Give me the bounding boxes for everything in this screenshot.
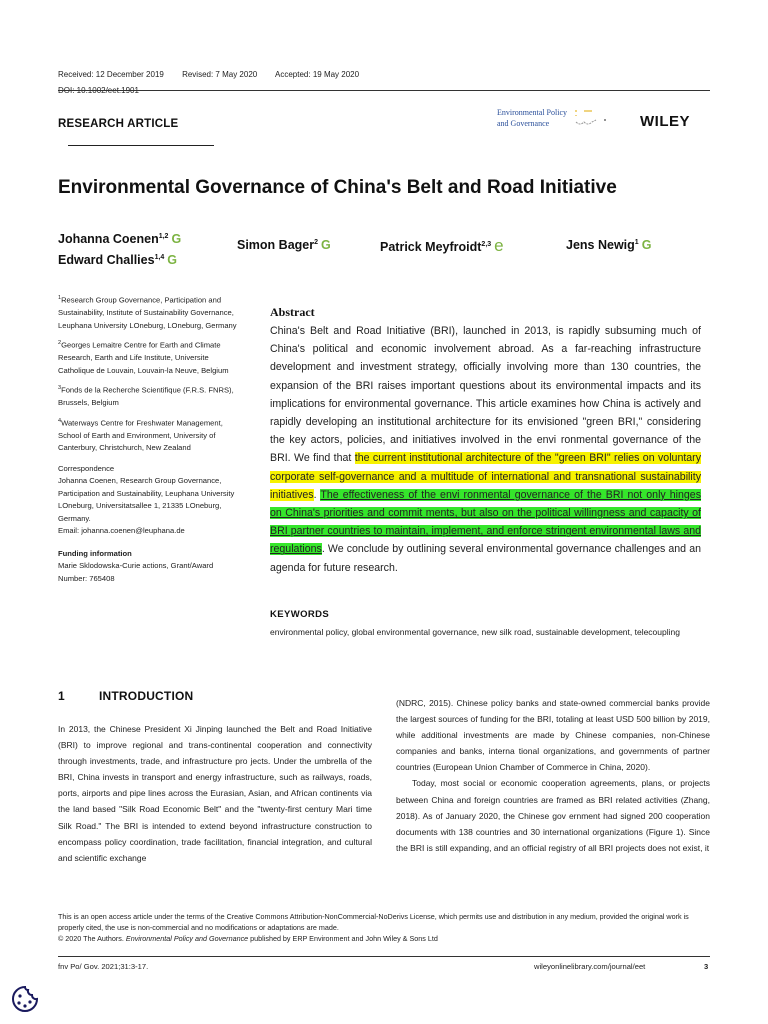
funding xyxy=(58,548,243,586)
accepted-date: Accepted: 19 May 2020 xyxy=(275,70,360,79)
article-type: RESEARCH ARTICLE xyxy=(58,118,179,130)
author-affiliation-sup: 2,3 xyxy=(481,240,492,248)
correspondence-text: Johanna Coenen, Research Group Governance, Participation and Sustainability, Leuphana University LOneburg, Universitatsallee 1, 21335 LOneburg, Germany. xyxy=(58,476,235,523)
footer-rule xyxy=(58,956,710,957)
abstract-heading: Abstract xyxy=(270,305,315,319)
article-dates xyxy=(58,70,375,79)
author-affiliation-sup: 1,4 xyxy=(154,253,165,261)
orcid-icon[interactable]: G xyxy=(167,253,178,267)
affiliation-1: $^1$Research Group Governance, Participation and Sustainability, Institute of Sustainability Governance, Leuphana University LOneburg, LOneburg, Germany xyxy=(58,295,237,330)
footer-citation: fnv Po/ Gov. 2021;31:3-17. xyxy=(58,962,149,971)
author-affiliation-sup: 1,2 xyxy=(158,232,169,240)
section-title: INTRODUCTION xyxy=(99,689,194,703)
abstract-text: . We conclude by outlining several environmental governance challenges and an agenda for future research. xyxy=(270,543,701,574)
keywords-list: environmental policy, global environmental governance, new silk road, sustainable development, telecoupling xyxy=(270,627,680,637)
article-type-rule xyxy=(68,145,214,146)
author-name: Simon Bager xyxy=(237,238,315,252)
intro-column-left: In 2013, the Chinese President Xi Jinping launched the Belt and Road Initiative (BRI) to improve regional and trans-continental cooperation and connectivity through investments, trade, and infrastructure pro jects. Under the umbrella of the BRI, China invests in transport and energy infrastructure, such as railways, roads, ports, airports and pipe lines across the Eurasian, Asian, and African continents via the land based "Silk Road Economic Belt" and the "twenty-first century Mari time Silk Road." The BRI is intended to extend beyond infrastructure construction to encompass policy coordination, trade facilitation, financial integration, and cultural and scientific exchange xyxy=(58,724,372,863)
orcid-icon[interactable]: G xyxy=(321,238,331,252)
affiliation-3: $^3$Fonds de la Recherche Scientifique (F.R.S. FNRS), Brussels, Belgium xyxy=(58,385,234,408)
page-number: 3 xyxy=(704,962,709,971)
correspondence-heading: Correspondence xyxy=(58,463,115,473)
orcid-icon[interactable]: G xyxy=(641,238,652,252)
author-affiliation-sup: 1 xyxy=(634,238,639,246)
section-number: 1 xyxy=(58,689,65,703)
author-meyfroidt[interactable] xyxy=(380,236,504,256)
journal-name-line1: Environmental Policy xyxy=(497,108,567,117)
license-text: This is an open access article under the terms of the Creative Commons Attribution-NonCommercial-NoDerivs License, which permits use and distribution in any medium, provided the original work is properly cited, the use is non-commercial and no modifications or adaptations are made. xyxy=(58,912,689,932)
keywords-heading: KEYWORDS xyxy=(270,609,330,620)
orcid-icon[interactable]: e xyxy=(494,236,504,255)
publisher-logo[interactable]: WILEY xyxy=(640,113,690,130)
author-affiliation-sup: 2 xyxy=(314,238,319,246)
orcid-icon[interactable]: G xyxy=(171,232,182,246)
journal-name-italic: Environmental Policy and Governance xyxy=(125,933,249,943)
author-bager[interactable] xyxy=(237,238,331,252)
author-name: Edward Challies xyxy=(58,253,155,267)
author-newig[interactable] xyxy=(566,238,651,252)
journal-logo[interactable] xyxy=(497,107,567,129)
revised-date: Revised: 7 May 2020 xyxy=(182,70,258,79)
abstract-text: . xyxy=(313,488,321,501)
funding-heading: Funding information xyxy=(58,548,132,558)
received-date: Received: 12 December 2019 xyxy=(58,70,164,79)
author-name: Johanna Coenen xyxy=(58,232,159,246)
intro-paragraph: (NDRC, 2015). Chinese policy banks and state-owned commercial banks provide the largest sources of funding for the BRI, totaling at least USD 500 billion by 2019, while additional investments are made by Chinese companies, non-Chinese companies and banks, interna tional organizations, and governments of partner countries (European Union Chamber of Commerce in China, 2020). xyxy=(396,698,710,773)
article-title: Environmental Governance of China's Belt and Road Initiative xyxy=(58,177,617,198)
correspondence xyxy=(58,463,243,538)
intro-column-right xyxy=(396,695,710,856)
author-coenen[interactable] xyxy=(58,232,181,246)
abstract-text: China's Belt and Road Initiative (BRI), launched in 2013, is rapidly subsuming much of China's political and economic involvement abroad. As a far-reaching infrastructure development and investment strategy, officially involving more than 130 countries, the expansion of the BRI raises important questions about its environmental impacts and its implications for environmental governance. This article examines how China is actively and rapidly developing an institutional architecture for its envisioned "green BRI," considering the key actors, policies, and initiatives involved in the envi ronmental governance of the BRI. We find that xyxy=(270,325,701,465)
license-notice xyxy=(58,912,710,944)
abstract-highlight-green: The effectiveness of the envi ronmental governance of the BRI not only hinges on China's priorities and commit ments, but also on the political willingness and capacity of BRI partner countries to maintain, implement, and enforce stringent environmental laws and regulations xyxy=(270,488,701,556)
cookie-settings-icon[interactable] xyxy=(10,984,40,1014)
author-challies[interactable] xyxy=(58,253,177,267)
journal-mark-icon xyxy=(574,106,608,131)
correspondence-email[interactable]: Email: johanna.coenen@leuphana.de xyxy=(58,526,185,536)
abstract-body xyxy=(270,322,701,577)
author-name: Jens Newig xyxy=(566,238,635,252)
copyright-line: © 2020 The Authors. Environmental Policy and Governance published by ERP Environment and John Wiley & Sons Ltd xyxy=(58,933,438,943)
header-rule xyxy=(58,90,710,91)
abstract-highlight-yellow: the current institutional architecture of the "green BRI" relies on voluntary corporate self-governance and a multitude of international and transnational sustainability initiatives xyxy=(270,452,701,501)
funding-text: Marie Sklodowska-Curie actions, Grant/Award Number: 765408 xyxy=(58,561,214,583)
affiliation-4: $^4$Waterways Centre for Freshwater Management, School of Earth and Environment, University of Canterbury, Christchurch, New Zealand xyxy=(58,417,223,453)
intro-paragraph: Today, most social or economic cooperation agreements, plans, or projects between China and foreign countries are framed as BRI related activities (Zhang, 2018). As of January 2020, the Chinese gov ernment had signed 200 cooperation documents with 138 countries and 30 international organizations (Figure 1). Since the BRI is still expanding, and an official registry of all BRI projects does not exist, it xyxy=(396,778,710,853)
author-name: Patrick Meyfroidt xyxy=(380,240,482,254)
affiliation-2: $^2$Georges Lemaitre Centre for Earth and Climate Research, Earth and Life Institute, Universite Catholique de Louvain, Louvain-la Neuve, Belgium xyxy=(58,340,229,375)
footer-url[interactable]: wileyonlinelibrary.com/journal/eet xyxy=(534,962,646,971)
journal-name-line2: and Governance xyxy=(497,119,550,128)
doi[interactable]: DOI: 10.1002/eet.1901 xyxy=(58,86,139,95)
affiliations-column xyxy=(58,292,243,590)
